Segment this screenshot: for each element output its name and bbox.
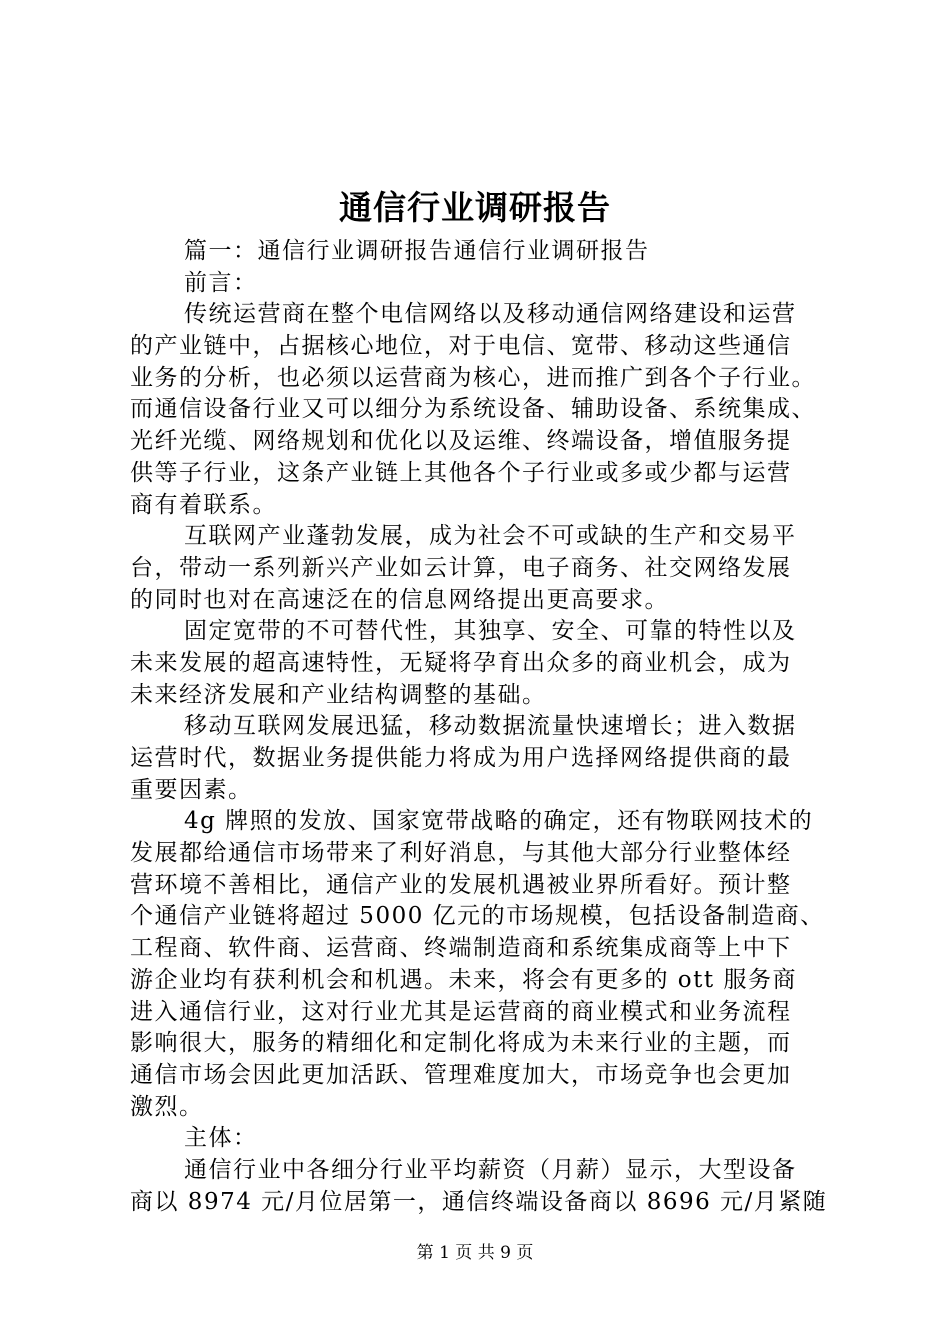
text-line: 游企业均有获利机会和机遇。未来，将会有更多的 ott 服务商	[130, 966, 797, 993]
text-line: 工程商、软件商、运营商、终端制造商和系统集成商等上中下	[130, 935, 792, 962]
text-line: 互联网产业蓬勃发展，成为社会不可或缺的生产和交易平	[184, 523, 797, 550]
text-line: 主体：	[184, 1125, 258, 1152]
text-line: 重要因素。	[130, 776, 253, 803]
page-footer: 第 1 页 共 9 页	[416, 1243, 534, 1263]
text-line: 进入通信行业，这对行业尤其是运营商的商业模式和业务流程	[130, 998, 792, 1025]
text-line: 而通信设备行业又可以细分为系统设备、辅助设备、系统集成、	[130, 396, 816, 423]
document-title: 通信行业调研报告	[339, 188, 611, 227]
text-line: 通信市场会因此更加活跃、管理难度加大，市场竞争也会更加	[130, 1061, 792, 1088]
text-line: 前言：	[184, 269, 258, 296]
text-line: 个通信产业链将超过 5000 亿元的市场规模，包括设备制造商、	[130, 903, 825, 930]
text-line: 运营时代，数据业务提供能力将成为用户选择网络提供商的最	[130, 745, 792, 771]
text-line: 商有着联系。	[130, 491, 277, 518]
text-line: 传统运营商在整个电信网络以及移动通信网络建设和运营	[184, 301, 797, 328]
document-body	[130, 236, 850, 1218]
text-line: 业务的分析，也必须以运营商为核心，进而推广到各个子行业。	[130, 364, 816, 391]
text-line: 移动互联网发展迅猛，移动数据流量快速增长；进入数据	[184, 713, 797, 740]
text-line: 固定宽带的不可替代性，其独享、安全、可靠的特性以及	[184, 618, 797, 645]
text-line: 的产业链中，占据核心地位，对于电信、宽带、移动这些通信	[130, 333, 792, 360]
text-line: 激烈。	[130, 1093, 204, 1120]
text-line: 通信行业中各细分行业平均薪资（月薪）显示，大型设备	[184, 1156, 797, 1183]
text-line: 商以 8974 元/月位居第一，通信终端设备商以 8696 元/月紧随	[130, 1188, 828, 1215]
text-line: 未来经济发展和产业结构调整的基础。	[130, 681, 547, 708]
text-line: 的同时也对在高速泛在的信息网络提出更高要求。	[130, 586, 669, 613]
text-line: 发展都给通信市场带来了利好消息，与其他大部分行业整体经	[130, 840, 792, 867]
text-line: 台，带动一系列新兴产业如云计算，电子商务、社交网络发展	[130, 554, 792, 581]
text-line: 供等子行业，这条产业链上其他各个子行业或多或少都与运营	[130, 459, 792, 486]
text-line: 未来发展的超高速特性，无疑将孕育出众多的商业机会，成为	[130, 649, 792, 676]
text-line: 影响很大，服务的精细化和定制化将成为未来行业的主题，而	[130, 1030, 792, 1057]
text-line: 光纤光缆、网络规划和优化以及运维、终端设备，增值服务提	[130, 428, 792, 455]
text-line: 营环境不善相比，通信产业的发展机遇被业界所看好。预计整	[130, 871, 792, 898]
text-line: 4g 牌照的发放、国家宽带战略的确定，还有物联网技术的	[184, 808, 814, 835]
text-line: 篇一：通信行业调研报告通信行业调研报告	[184, 238, 650, 264]
